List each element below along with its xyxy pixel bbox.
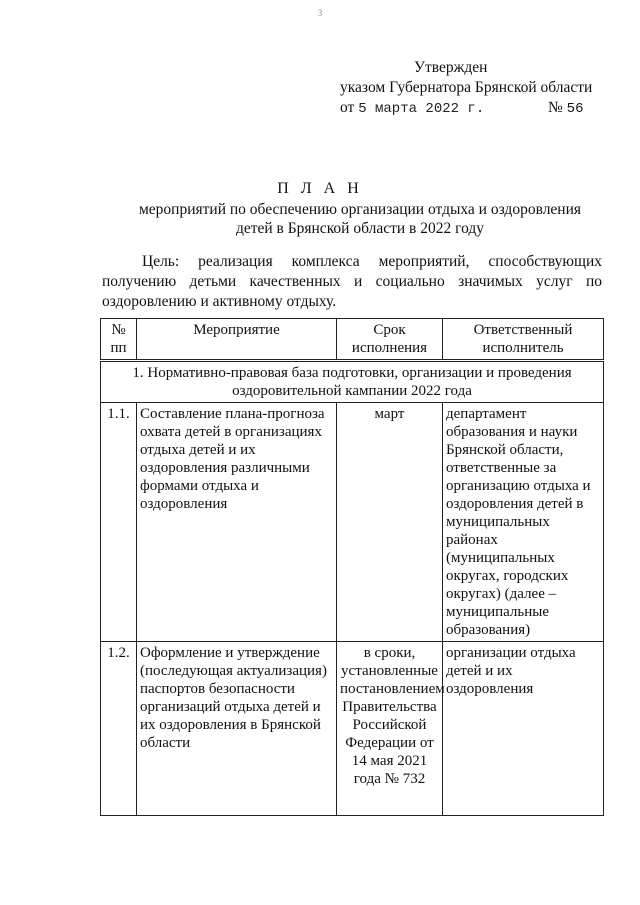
row-num: 1.2. (101, 642, 137, 816)
approval-line-2: указом Губернатора Брянской области (340, 79, 593, 96)
approval-line-1: Утвержден (414, 59, 488, 76)
row-event: Оформление и утверждение (последующая актуализация) паспортов безопасности организаций отдыха детей и их оздоровления в Брянской области (137, 642, 337, 816)
section-title: 1. Нормативно-правовая база подготовки, организации и проведения оздоровительной кампании 2022 года (101, 361, 604, 403)
approval-stamp (340, 58, 620, 119)
row-term: март (337, 403, 443, 642)
approval-date-prefix: от (340, 99, 355, 116)
goal-paragraph: Цель: реализация комплекса мероприятий, способствующих получению детьми качественных и социально значимых услуг по оздоровлению и активному отдыху. (102, 253, 602, 310)
row-responsible: организации отдыха детей и их оздоровления (443, 642, 604, 816)
header-event: Мероприятие (137, 319, 337, 361)
plan-table (100, 318, 604, 816)
approval-number-value: 56 (566, 101, 584, 117)
row-responsible: департамент образования и науки Брянской области, ответственные за организацию отдыха и оздоровления детей в муниципальных районах (муниципальных округах, городских округах) (далее – муниципальные образования) (443, 403, 604, 642)
document-subtitle (120, 200, 600, 238)
table-header-row (101, 319, 604, 361)
header-responsible: Ответственный исполнитель (443, 319, 604, 361)
section-row (101, 361, 604, 403)
table-row (101, 403, 604, 642)
table-row (101, 642, 604, 816)
approval-date-line (340, 98, 620, 119)
row-term: в сроки, установленные постановлением Правительства Российской Федерации от 14 мая 2021 года № 732 (337, 642, 443, 816)
document-title: П Л А Н (277, 180, 363, 197)
subtitle-line-2: детей в Брянской области в 2022 году (235, 220, 485, 237)
page-marker: 3 (317, 8, 323, 18)
approval-number (548, 98, 583, 119)
row-event: Составление плана-прогноза охвата детей в организациях отдыха детей и их оздоровления различными формами отдыха и оздоровления (137, 403, 337, 642)
subtitle-line-1: мероприятий по обеспечению организации отдыха и оздоровления (138, 201, 582, 218)
header-term: Срок исполнения (337, 319, 443, 361)
row-num: 1.1. (101, 403, 137, 642)
approval-number-prefix: № (548, 99, 563, 116)
header-num: № пп (101, 319, 137, 361)
approval-date: 5 марта 2022 г. (358, 101, 485, 117)
